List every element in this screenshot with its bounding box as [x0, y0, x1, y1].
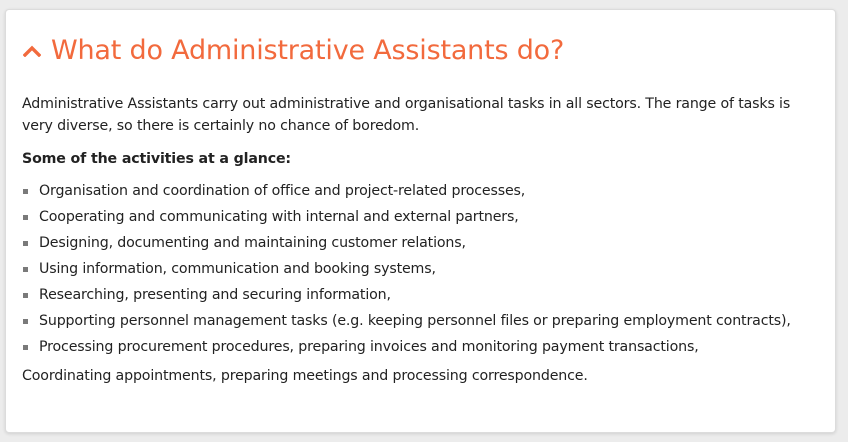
square-bullet-icon	[23, 189, 28, 194]
list-item-text: Organisation and coordination of office and project-related processes,	[39, 183, 526, 199]
accordion-panel	[5, 9, 836, 433]
list-item-text: Designing, documenting and maintaining customer relations,	[39, 235, 466, 251]
accordion-content	[22, 93, 812, 387]
chevron-up-icon[interactable]	[22, 41, 42, 61]
outro-paragraph: Coordinating appointments, preparing meetings and processing correspondence.	[22, 368, 588, 384]
list-item-text: Processing procurement procedures, preparing invoices and monitoring payment transactions,	[39, 339, 699, 355]
square-bullet-icon	[23, 319, 28, 324]
list-item-text: Using information, communication and booking systems,	[39, 261, 436, 277]
accordion-title[interactable]: What do Administrative Assistants do?	[51, 35, 565, 66]
intro-paragraph: Administrative Assistants carry out administrative and organisational tasks in all sectors. The range of tasks is very diverse, so there is certainly no chance of boredom.	[22, 96, 791, 134]
list-item-text: Cooperating and communicating with internal and external partners,	[39, 209, 519, 225]
list-item-text: Researching, presenting and securing information,	[39, 287, 391, 303]
activities-list	[22, 180, 812, 358]
list-item-text: Supporting personnel management tasks (e.g. keeping personnel files or preparing employment contracts),	[39, 313, 791, 329]
list-item	[22, 284, 812, 306]
list-item	[22, 180, 812, 202]
activities-subheading: Some of the activities at a glance:	[22, 151, 291, 167]
square-bullet-icon	[23, 215, 28, 220]
list-item	[22, 336, 812, 358]
accordion-header[interactable]	[22, 34, 564, 68]
list-item	[22, 310, 812, 332]
list-item	[22, 232, 812, 254]
list-item	[22, 206, 812, 228]
list-item	[22, 258, 812, 280]
square-bullet-icon	[23, 345, 28, 350]
square-bullet-icon	[23, 267, 28, 272]
square-bullet-icon	[23, 241, 28, 246]
square-bullet-icon	[23, 293, 28, 298]
